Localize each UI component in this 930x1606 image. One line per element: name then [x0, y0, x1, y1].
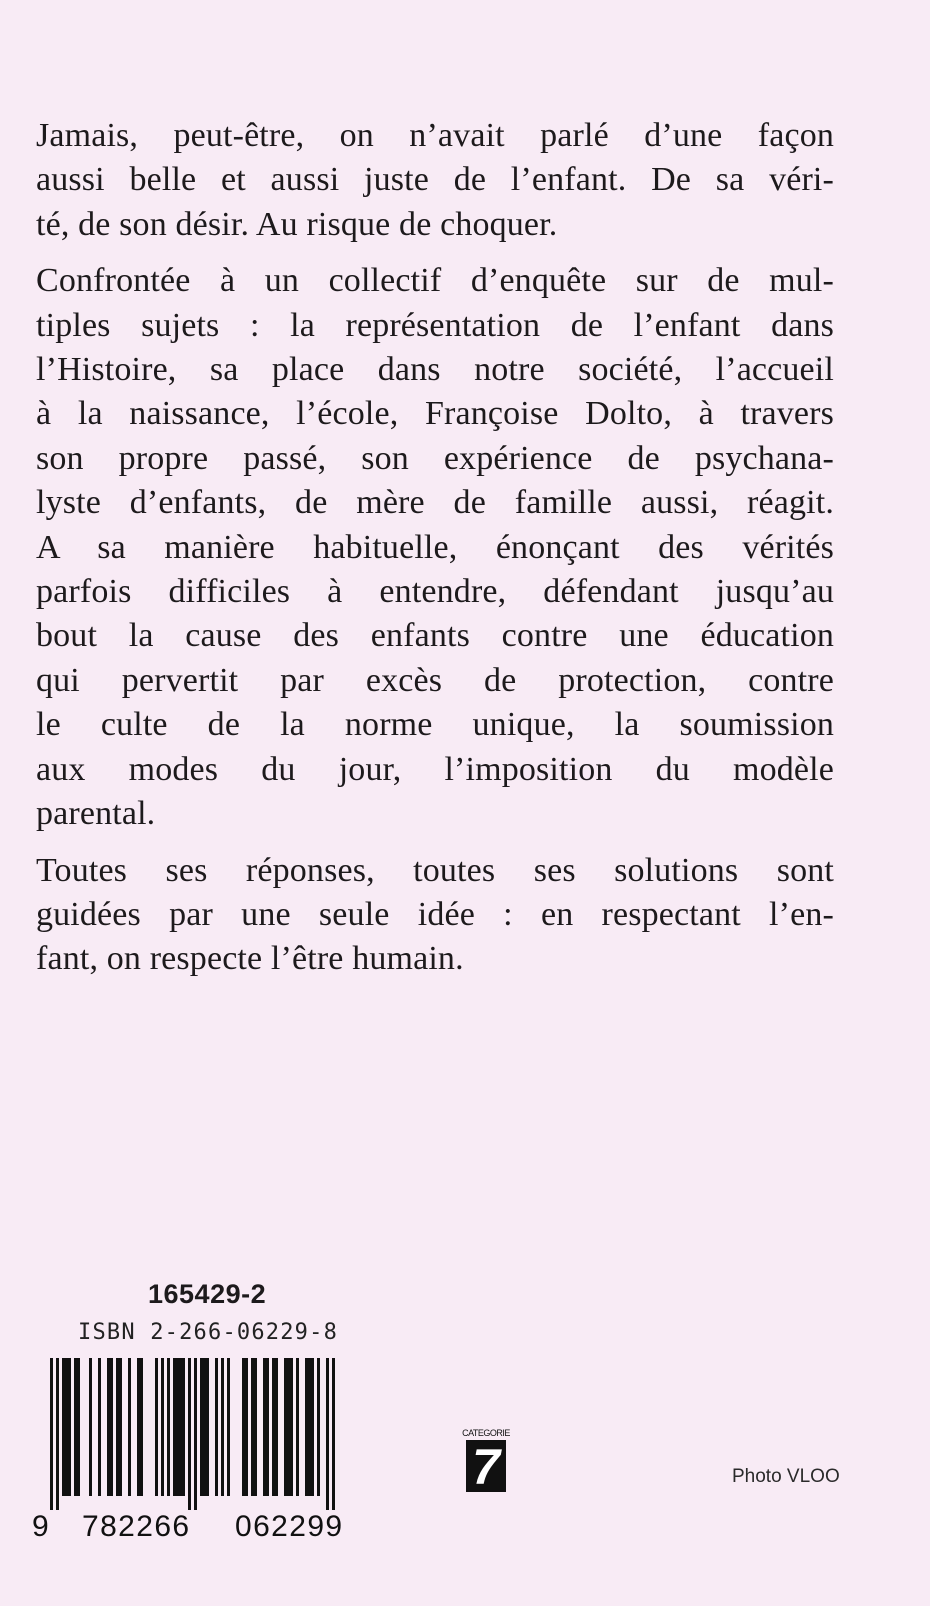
category-number: 7: [466, 1440, 506, 1492]
barcode-bar: [221, 1358, 224, 1496]
barcode-bar: [155, 1358, 158, 1496]
text-line: bout la cause des enfants contre une éducation: [36, 617, 834, 655]
text-line: Confrontée à un collectif d’enquête sur de mul-: [36, 262, 834, 300]
text-line: son propre passé, son expérience de psychana-: [36, 439, 834, 477]
text-line: aussi belle et aussi juste de l’enfant. De sa véri-: [36, 161, 834, 199]
text-line: fant, on respecte l’être humain.: [36, 940, 464, 978]
text-line: guidées par une seule idée : en respectant l’en-: [36, 895, 834, 933]
text-line: lyste d’enfants, de mère de famille aussi, réagit.: [36, 484, 834, 522]
barcode-bar: [128, 1358, 131, 1496]
barcode-bar: [161, 1358, 164, 1496]
barcode-bar: [89, 1358, 92, 1496]
barcode-bar: [194, 1358, 197, 1510]
product-code: 165429-2: [148, 1279, 267, 1309]
barcode-bar: [173, 1358, 176, 1496]
barcode-bar: [110, 1358, 113, 1496]
text-line: qui pervertit par excès de protection, contre: [36, 661, 834, 699]
text-line: à la naissance, l’école, Françoise Dolto, à travers: [36, 395, 834, 433]
barcode-bar: [119, 1358, 122, 1496]
barcode-bar: [305, 1358, 308, 1496]
blurb-paragraph: [36, 259, 834, 836]
text-line: parental.: [36, 795, 156, 833]
barcode-bar: [56, 1358, 59, 1510]
barcode-bar: [227, 1358, 230, 1496]
barcode-bar: [296, 1358, 299, 1496]
text-line: l’Histoire, sa place dans notre société, l’accueil: [36, 351, 834, 389]
text-line: aux modes du jour, l’imposition du modèle: [36, 750, 834, 788]
barcode-bar: [68, 1358, 71, 1496]
isbn-number: ISBN 2-266-06229-8: [78, 1320, 339, 1345]
photo-credit: Photo VLOO: [732, 1466, 840, 1487]
blurb-paragraph: [36, 114, 834, 247]
barcode: [30, 1358, 355, 1514]
barcode-bar: [140, 1358, 143, 1496]
text-line: té, de son désir. Au risque de choquer.: [36, 205, 558, 243]
barcode-bar: [245, 1358, 248, 1496]
barcode-bar: [290, 1358, 293, 1496]
barcode-bar: [77, 1358, 80, 1496]
barcode-bar: [287, 1358, 290, 1496]
barcode-digits: [30, 1510, 355, 1550]
text-line: Toutes ses réponses, toutes ses solutions sont: [36, 851, 834, 889]
barcode-bar: [98, 1358, 101, 1496]
barcode-bar: [263, 1358, 266, 1496]
text-line: A sa manière habituelle, énonçant des vérités: [36, 528, 834, 566]
barcode-bar: [311, 1358, 314, 1496]
blurb-text: [36, 114, 834, 994]
barcode-bar: [275, 1358, 278, 1496]
barcode-bar: [137, 1358, 140, 1496]
barcode-bar: [308, 1358, 311, 1496]
barcode-bar: [332, 1358, 335, 1510]
barcode-bar: [179, 1358, 182, 1496]
barcode-bar: [116, 1358, 119, 1496]
barcode-bar: [326, 1358, 329, 1510]
text-line: parfois difficiles à entendre, défendant jusqu’au: [36, 573, 834, 611]
barcode-bar: [182, 1358, 185, 1496]
barcode-bar: [266, 1358, 269, 1496]
barcode-bar: [107, 1358, 110, 1496]
barcode-bar: [254, 1358, 257, 1496]
barcode-left-group: 782266: [82, 1510, 191, 1543]
category-badge: [462, 1428, 510, 1498]
barcode-bar: [215, 1358, 218, 1496]
barcode-bar: [284, 1358, 287, 1496]
text-line: Jamais, peut-être, on n’avait parlé d’une façon: [36, 117, 834, 154]
barcode-bar: [65, 1358, 68, 1496]
barcode-bar: [167, 1358, 170, 1496]
barcode-bar: [176, 1358, 179, 1496]
barcode-bar: [251, 1358, 254, 1496]
barcode-bar: [206, 1358, 209, 1496]
barcode-bar: [200, 1358, 203, 1496]
barcode-bar: [74, 1358, 77, 1496]
barcode-bar: [272, 1358, 275, 1496]
text-line: le culte de la norme unique, la soumission: [36, 706, 834, 744]
barcode-bar: [317, 1358, 320, 1496]
text-line: tiples sujets : la représentation de l’enfant dans: [36, 306, 834, 344]
blurb-paragraph: [36, 849, 834, 982]
barcode-first-digit: 9: [32, 1510, 49, 1543]
barcode-bar: [188, 1358, 191, 1510]
barcode-bar: [203, 1358, 206, 1496]
barcode-bar: [242, 1358, 245, 1496]
barcode-bar: [50, 1358, 53, 1510]
barcode-bar: [62, 1358, 65, 1496]
category-label: CATEGORIE: [462, 1428, 510, 1438]
barcode-right-group: 062299: [235, 1510, 344, 1543]
